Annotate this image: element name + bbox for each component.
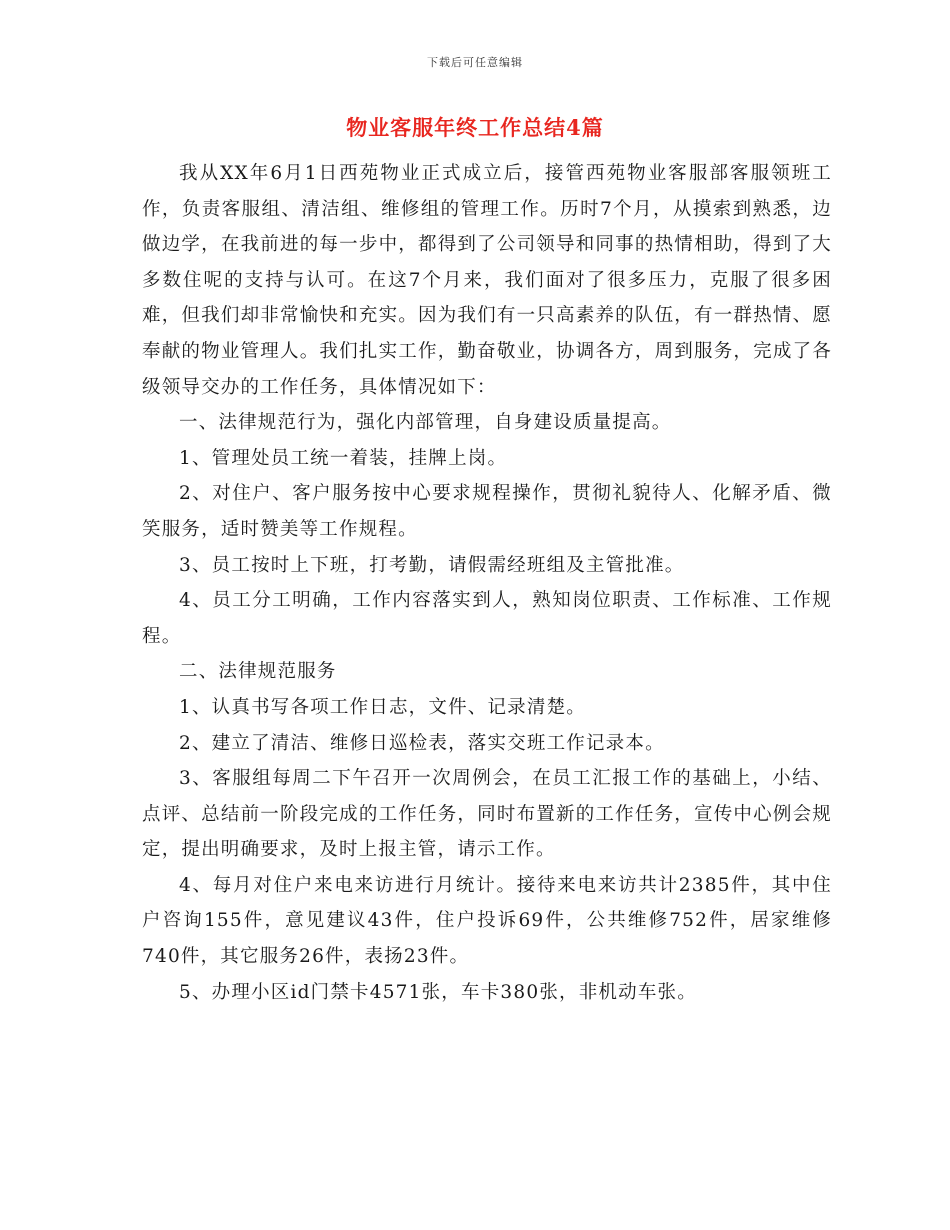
section-heading-1: 一、法律规范行为，强化内部管理，自身建设质量提高。	[179, 412, 672, 434]
document-title: 物业客服年终工作总结4篇	[346, 115, 604, 140]
header-note: 下载后可任意编辑	[427, 56, 523, 69]
list-item: 4、员工分工明确，工作内容落实到人，熟知岗位职责、工作标准、工作规程。	[142, 590, 832, 647]
list-item: 2、对住户、客户服务按中心要求规程操作，贯彻礼貌待人、化解矛盾、微笑服务，适时赞美等工作规程。	[142, 483, 832, 540]
list-item: 3、员工按时上下班，打考勤，请假需经班组及主管批准。	[179, 554, 685, 576]
list-item: 2、建立了清洁、维修日巡检表，落实交班工作记录本。	[179, 732, 665, 754]
paragraph-intro: 我从XX年6月1日西苑物业正式成立后，接管西苑物业客服部客服领班工作，负责客服组、清洁组、维修组的管理工作。历时7个月，从摸索到熟悉，边做边学，在我前进的每一步中，都得到了公司领导和同事的热情相助，得到了大多数住呢的支持与认可。在这7个月来，我们面对了很多压力，克服了很多困难，但我们却非常愉快和充实。因为我们有一只高素养的队伍，有一群热情、愿奉献的物业管理人。我们扎实工作，勤奋敬业，协调各方，周到服务，完成了各级领导交办的工作任务，具体情况如下：	[142, 163, 832, 398]
list-item: 1、管理处员工统一着装，挂牌上岗。	[179, 447, 508, 469]
list-item: 1、认真书写各项工作日志，文件、记录清楚。	[179, 696, 586, 718]
list-item: 4、每月对住户来电来访进行月统计。接待来电来访共计2385件，其中住户咨询155件，意见建议43件，住户投诉69件，公共维修752件，居家维修740件，其它服务26件，表扬23件。	[142, 874, 832, 968]
list-item: 3、客服组每周二下午召开一次周例会，在员工汇报工作的基础上，小结、点评、总结前一阶段完成的工作任务，同时布置新的工作任务，宣传中心例会规定，提出明确要求，及时上报主管，请示工作。	[142, 768, 832, 861]
section-heading-2: 二、法律规范服务	[179, 661, 337, 683]
document-body	[142, 156, 832, 1010]
list-item: 5、办理小区id门禁卡4571张，车卡380张，非机动车张。	[179, 981, 697, 1003]
